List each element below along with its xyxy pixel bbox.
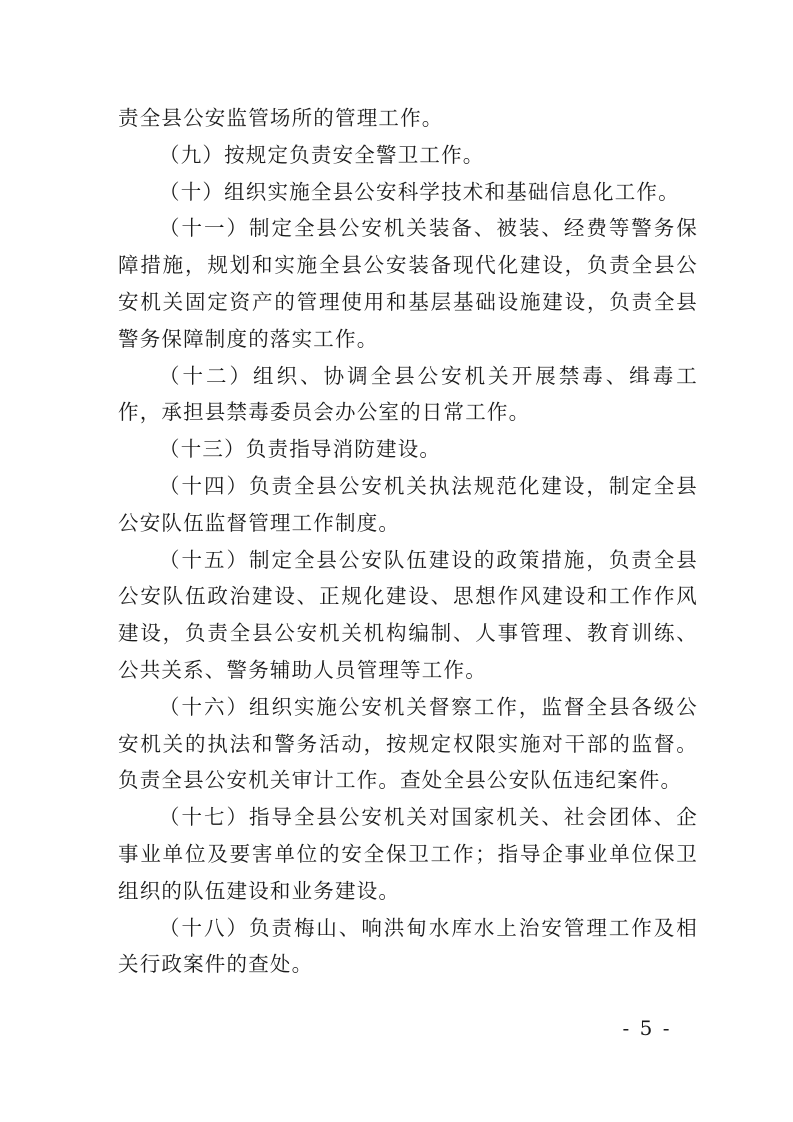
paragraph-item-15: （十五）制定全县公安队伍建设的政策措施，负责全县公安队伍政治建设、正规化建设、思想作风建设和工作作风建设，负责全县公安机关机构编制、人事管理、教育训练、公共关系、警务辅助人员管理等工作。 <box>118 547 698 682</box>
paragraph-item-12: （十二）组织、协调全县公安机关开展禁毒、缉毒工作，承担县禁毒委员会办公室的日常工作。 <box>118 363 698 425</box>
document-body <box>118 100 698 983</box>
page-number: - 5 - <box>622 1016 672 1040</box>
paragraph-item-11: （十一）制定全县公安机关装备、被装、经费等警务保障措施，规划和实施全县公安装备现代化建设，负责全县公安机关固定资产的管理使用和基层基础设施建设，负责全县警务保障制度的落实工作。 <box>118 216 698 351</box>
paragraph-continuation: 责全县公安监管场所的管理工作。 <box>118 106 444 130</box>
paragraph-item-10: （十）组织实施全县公安科学技术和基础信息化工作。 <box>159 179 680 204</box>
paragraph-item-16: （十六）组织实施公安机关督察工作，监督全县各级公安机关的执法和警务活动，按规定权限实施对干部的监督。负责全县公安机关审计工作。查处全县公安队伍违纪案件。 <box>118 694 698 793</box>
paragraph-item-14: （十四）负责全县公安机关执法规范化建设，制定全县公安队伍监督管理工作制度。 <box>118 473 698 535</box>
paragraph-item-17: （十七）指导全县公安机关对国家机关、社会团体、企事业单位及要害单位的安全保卫工作；指导企事业单位保卫组织的队伍建设和业务建设。 <box>118 805 698 903</box>
paragraph-item-9: （九）按规定负责安全警卫工作。 <box>159 142 485 167</box>
paragraph-item-13: （十三）负责指导消防建设。 <box>159 437 442 462</box>
paragraph-item-18: （十八）负责梅山、响洪甸水库水上治安管理工作及相关行政案件的查处。 <box>118 915 698 977</box>
